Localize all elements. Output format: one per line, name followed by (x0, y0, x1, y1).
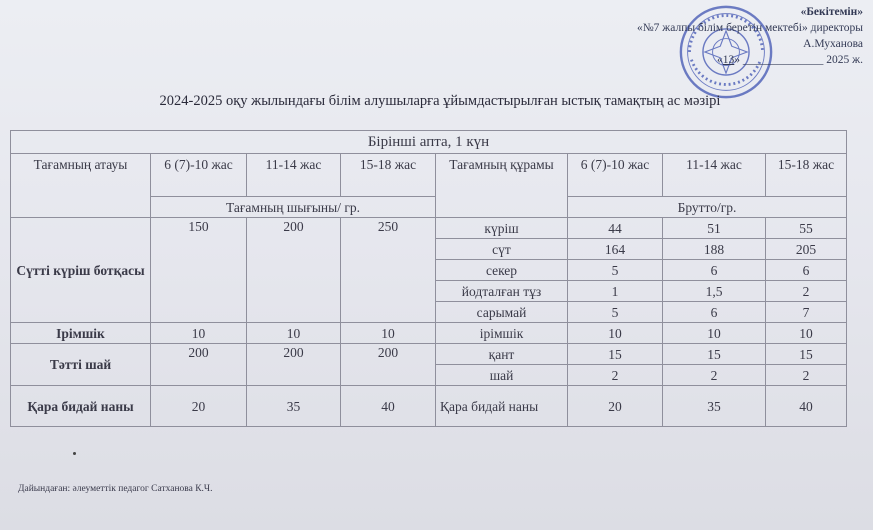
dish-amount: 20 (151, 386, 247, 427)
ink-dot (73, 452, 76, 455)
header-age-1: 6 (7)-10 жас (151, 154, 247, 197)
ingredient-amount: 205 (766, 239, 847, 260)
ingredient-amount: 2 (663, 365, 766, 386)
ingredient-amount: 6 (766, 260, 847, 281)
ingredient-amount: 10 (568, 323, 663, 344)
ingredient-amount: 15 (568, 344, 663, 365)
ingredient-amount: 35 (663, 386, 766, 427)
approval-date-day: 13 (722, 54, 735, 66)
ingredient-amount: 2 (568, 365, 663, 386)
ingredient-amount: 164 (568, 239, 663, 260)
dish-amount: 10 (341, 323, 436, 344)
header-dish-name: Тағамның атауы (11, 154, 151, 218)
menu-table (10, 130, 847, 427)
ingredient-name: шай (436, 365, 568, 386)
approval-title: «Бекітемін» (800, 6, 863, 18)
week-header: Бірінші апта, 1 күн (11, 131, 847, 154)
ingredient-name: йодталған тұз (436, 281, 568, 302)
subheader-brutto: Брутто/гр. (568, 197, 847, 218)
dish-amount: 200 (151, 344, 247, 386)
dish-amount: 35 (247, 386, 341, 427)
dish-amount: 250 (341, 218, 436, 323)
header-composition-age-2: 11-14 жас (663, 154, 766, 197)
ingredient-amount: 40 (766, 386, 847, 427)
ingredient-amount: 6 (663, 260, 766, 281)
ingredient-name: күріш (436, 218, 568, 239)
header-composition-age-1: 6 (7)-10 жас (568, 154, 663, 197)
approval-line-1: «№7 жалпы білім беретін мектебі» директоры (636, 22, 863, 34)
ingredient-amount: 2 (766, 365, 847, 386)
table-row (11, 386, 847, 427)
ingredient-amount: 7 (766, 302, 847, 323)
approval-line-2: А.Муханова (803, 38, 863, 50)
ingredient-name: қант (436, 344, 568, 365)
approval-date: «13» ______________ 2025 ж. (717, 54, 863, 66)
prepared-by: Дайындаған: әлеуметтік педагог Сатханова К.Ч. (18, 484, 213, 494)
header-composition: Тағамның құрамы (436, 154, 568, 218)
dish-name: Тәтті шай (11, 344, 151, 386)
table-row (11, 344, 847, 365)
header-age-3: 15-18 жас (341, 154, 436, 197)
ingredient-amount: 1,5 (663, 281, 766, 302)
ingredient-amount: 55 (766, 218, 847, 239)
dish-name: Қара бидай наны (11, 386, 151, 427)
table-row (11, 323, 847, 344)
ingredient-amount: 6 (663, 302, 766, 323)
dish-amount: 150 (151, 218, 247, 323)
dish-amount: 200 (247, 344, 341, 386)
document-title: 2024-2025 оқу жылындағы білім алушыларға ұйымдастырылған ыстық тамақтың ас мәзірі (159, 93, 721, 109)
ingredient-name: сүт (436, 239, 568, 260)
ingredient-amount: 15 (766, 344, 847, 365)
approval-date-year: 2025 ж. (826, 54, 863, 66)
ingredient-amount: 188 (663, 239, 766, 260)
ingredient-name: сарымай (436, 302, 568, 323)
ingredient-name: Қара бидай наны (436, 386, 568, 427)
dish-amount: 10 (247, 323, 341, 344)
dish-amount: 200 (341, 344, 436, 386)
ingredient-amount: 10 (663, 323, 766, 344)
dish-amount: 40 (341, 386, 436, 427)
header-age-2: 11-14 жас (247, 154, 341, 197)
ingredient-amount: 10 (766, 323, 847, 344)
ingredient-amount: 15 (663, 344, 766, 365)
ingredient-amount: 51 (663, 218, 766, 239)
dish-amount: 200 (247, 218, 341, 323)
dish-amount: 10 (151, 323, 247, 344)
ingredient-name: ірімшік (436, 323, 568, 344)
subheader-dish-amount: Тағамның шығыны/ гр. (151, 197, 436, 218)
dish-name: Ірімшік (11, 323, 151, 344)
ingredient-amount: 1 (568, 281, 663, 302)
ingredient-amount: 5 (568, 302, 663, 323)
table-row (11, 218, 847, 239)
ingredient-amount: 20 (568, 386, 663, 427)
dish-name: Сүтті күріш ботқасы (11, 218, 151, 323)
approval-block (533, 4, 863, 68)
ingredient-name: секер (436, 260, 568, 281)
header-composition-age-3: 15-18 жас (766, 154, 847, 197)
ingredient-amount: 44 (568, 218, 663, 239)
ingredient-amount: 2 (766, 281, 847, 302)
ingredient-amount: 5 (568, 260, 663, 281)
